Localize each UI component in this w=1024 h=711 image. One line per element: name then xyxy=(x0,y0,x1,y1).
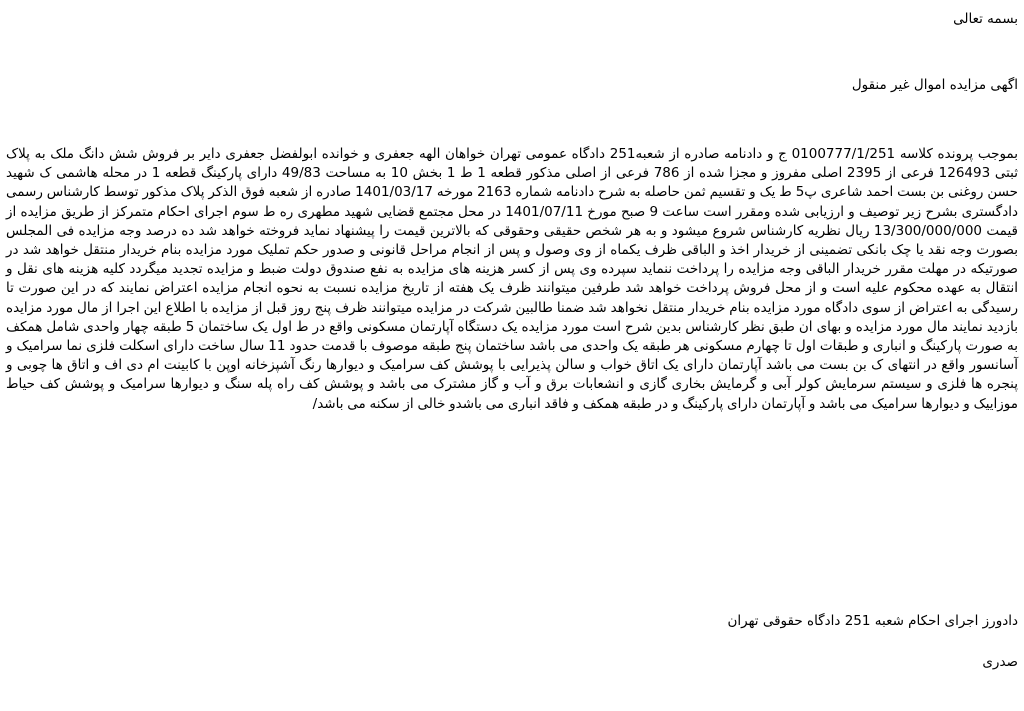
notice-title: اگهی مزایده اموال غیر منقول xyxy=(851,77,1018,93)
source-name: صدری xyxy=(982,654,1018,670)
notice-body-paragraph: بموجب پرونده کلاسه 0100777/1/251 ج و دادنامه صادره از شعبه251 دادگاه عمومی تهران خواهان الهه جعفری و خوانده ابولفضل جعفری دایر بر فروش شش دانگ ملک به پلاک ثبتی 126493 فرعی از 2395 اصلی مفروز و مجزا شده از 786 فرعی از اصلی مذکور قطعه 1 ط 1 بخش 10 به مساحت 49/83 دارای پارکینگ قطعه 1 در محله هاشمی ک شهید حسن روغنی بن بست احمد شاعری پ5 ط یک و تقسیم ثمن حاصله به شرح دادنامه شماره 2163 مورخه 1401/03/17 صادره از شعبه فوق الذکر پلاک مذکور توسط کارشناس رسمی دادگستری بشرح زیر توصیف و ارزیابی شده ومقرر است ساعت 9 صبح مورخ 1401/07/11 در محل مجتمع قضایی شهید مطهری ره ط سوم اجرای احکام متمرکز از طریق مزایده از قیمت 13/300/000/000 ریال نظریه کارشناس شروع میشود و به هر شخص حقیقی وحقوقی که بالاترین قیمت را پیشنهاد نماید فروخته خواهد شد ده درصد وجه مزایده فی المجلس بصورت وجه نقد یا چک بانکی تضمینی از خریدار اخذ و الباقی ظرف یکماه از وی وصول و پس از انجام مراحل قانونی و صدور حکم تملیک مورد مزایده بنام خریدار منتقل خواهد شد در صورتیکه در مهلت مقرر خریدار الباقی وجه مزایده را پرداخت ننماید سپرده وی پس از کسر هزینه های مزایده به نفع صندوق دولت ضبط و مزایده تجدید میگردد کلیه هزینه های نقل و انتقال به عهده محکوم علیه است و از محل فروش پرداخت خواهد شد طرفین میتوانند ظرف یک هفته از تاریخ مزایده نسبت به نحوه انجام مزایده اعتراض نمایند که در این صورت تا رسیدگی به اعتراض از سوی دادگاه مورد مزایده بنام خریدار منتقل نخواهد شد ضمنا طالبین شرکت در مزایده میتوانند ظرف پنج روز قبل از مزایده با اطلاع این اجرا از مال مورد مزایده بازدید نمایند مال مورد مزایده و بهای ان طبق نظر کارشناس بدین شرح است مورد مزایده یک دستگاه آپارتمان مسکونی واقع در ط اول یک ساختمان 5 طبقه چهار واحدی شامل همکف به صورت پارکینگ و انباری و طبقات اول تا چهارم مسکونی هر طبقه یک واحدی می باشد ساختمان پنج طبقه موصوف با قدمت حدود 11 سال ساخت دارای اسکلت فلزی نما سرامیک و آسانسور واقع در انتهای ک بن بست می باشد آپارتمان دارای یک اتاق خواب و سالن پذیرایی با پوشش کف سرامیک و دیوارها رنگ آشپزخانه اوپن با کابینت ام دی اف و اتاق ها چوبی و پنجره ها فلزی و سیستم سرمایش کولر آبی و گرمایش بخاری گازی و انشعابات برق و آب و گاز مشترک می باشد و پوشش کف راه پله سنگ و دیوارها سرامیک و پوشش کف حیاط موزاییک و دیوارها سرامیک می باشد و آپارتمان دارای پارکینگ و در طبقه همکف و فاقد انباری می باشدو خالی از سکنه می باشد/ xyxy=(6,146,1019,412)
signer-line: دادورز اجرای احکام شعبه 251 دادگاه حقوقی تهران xyxy=(727,613,1018,629)
salutation-heading: بسمه تعالی xyxy=(953,11,1018,27)
